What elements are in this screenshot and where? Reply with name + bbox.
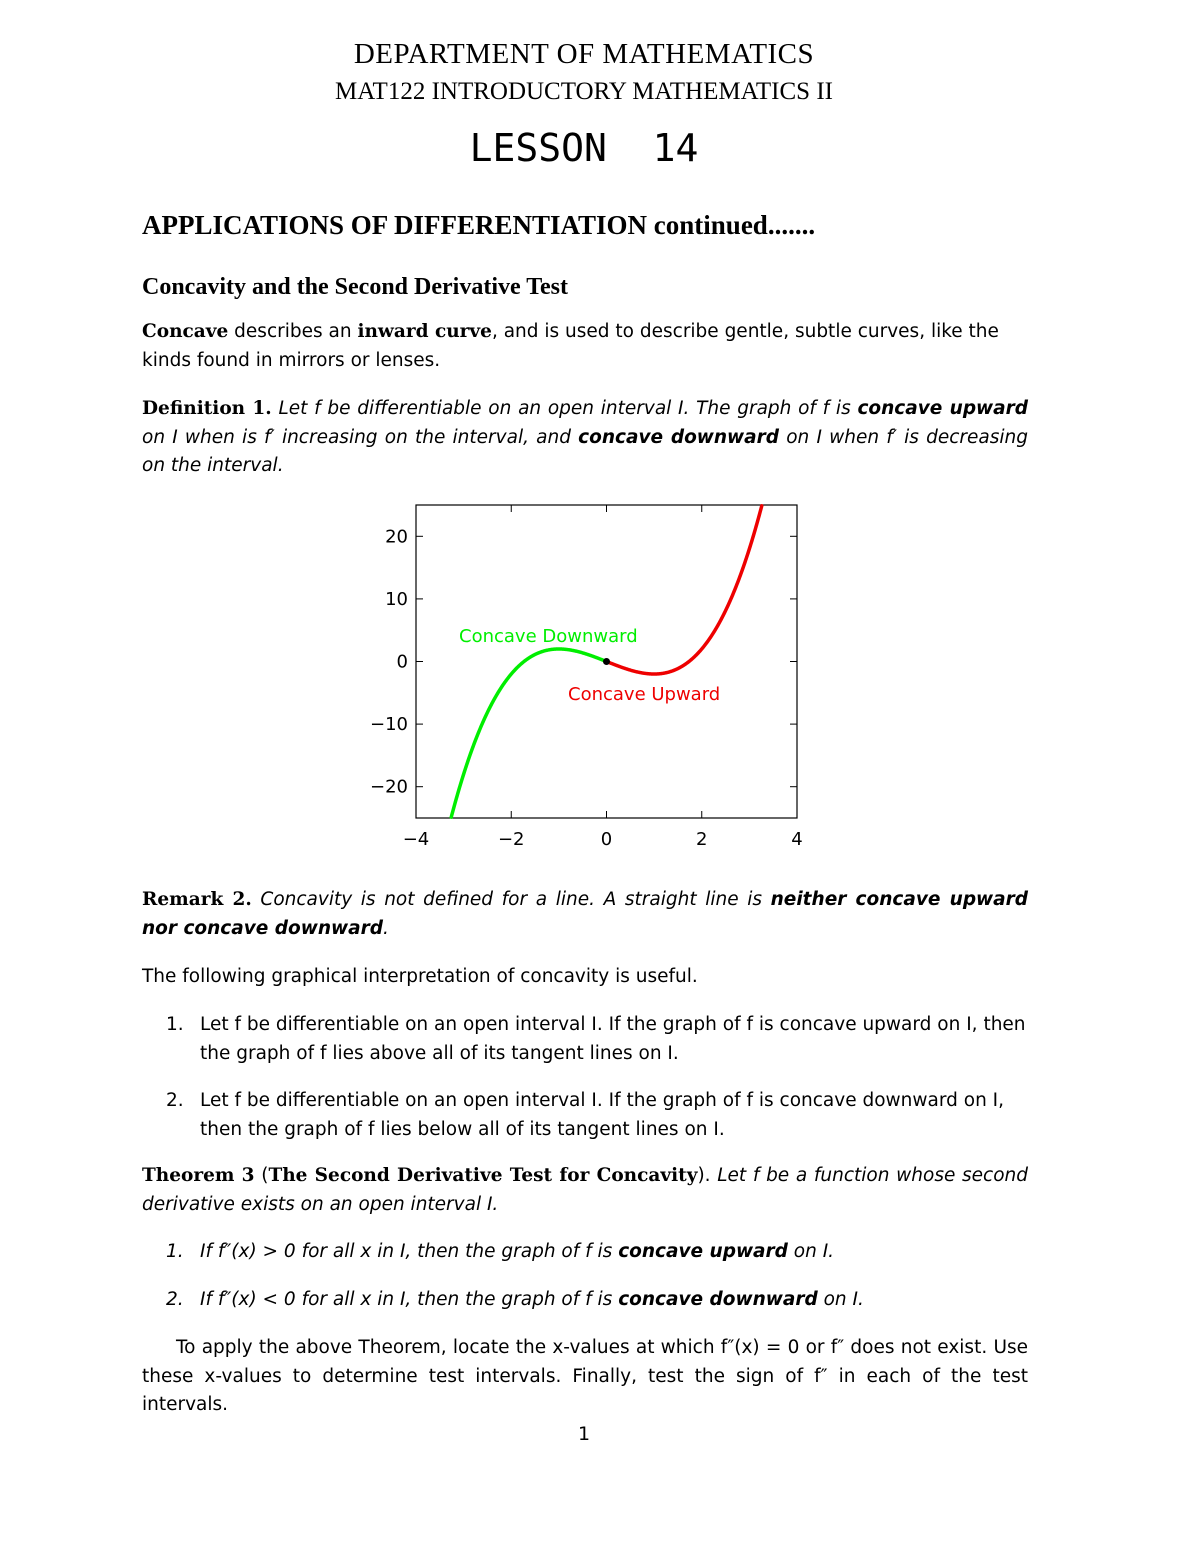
definition-bold-1: concave upward <box>857 398 1029 419</box>
item-text: Let f be differentiable on an open interval I. If the graph of f is concave upward on I, then the graph of f lies above all of its tangent lines on I. <box>200 1014 1026 1064</box>
series-concave-upward <box>607 506 762 674</box>
course-heading: MAT122 INTRODUCTORY MATHEMATICS II <box>335 78 833 105</box>
intro-text-2: , and is used to describe gentle, subtle curves, like the kinds found in mirrors or lenses. <box>142 321 999 371</box>
main-title: APPLICATIONS OF DIFFERENTIATION continued....... <box>142 210 816 240</box>
remark-text-1: Concavity is not defined for a line. A straight line is <box>251 889 771 910</box>
item-marker: 2. <box>166 1289 184 1310</box>
y-tick-label: 0 <box>396 651 408 673</box>
x-tick-label: −4 <box>402 829 430 850</box>
theorem-paren-open: ( <box>254 1165 269 1186</box>
interpretation-intro: The following graphical interpretation of concavity is useful. <box>142 966 698 987</box>
remark-paragraph <box>142 886 1028 943</box>
item-text-2: on I. <box>817 1289 864 1310</box>
item-text: Let f be differentiable on an open interval I. If the graph of f is concave downward on I, then the graph of f lies below all of its tangent lines on I. <box>200 1090 1005 1140</box>
page-number: 1 <box>577 1423 591 1445</box>
theorem-item <box>166 1238 1028 1267</box>
series-label-concave-downward: Concave Downward <box>459 626 638 647</box>
item-marker: 2. <box>166 1090 184 1111</box>
intro-text-1: describes an <box>228 321 358 342</box>
item-text-1: If f″(x) > 0 for all x in I, then the graph of f is <box>200 1241 619 1262</box>
theorem-item <box>166 1286 1028 1315</box>
definition-label: Definition 1. <box>142 398 272 419</box>
theorem-label: Theorem 3 <box>142 1165 255 1186</box>
item-text-1: If f″(x) < 0 for all x in I, then the graph of f is <box>200 1289 619 1310</box>
department-heading: DEPARTMENT OF MATHEMATICS <box>353 38 815 70</box>
series-label-concave-upward: Concave Upward <box>568 684 721 705</box>
item-text-2: on I. <box>787 1241 835 1262</box>
inflection-point <box>603 658 610 665</box>
definition-text-3: on I when f′ is decreasing on the interval. <box>142 426 1029 477</box>
theorem-paragraph <box>142 1162 1028 1219</box>
item-bold: concave upward <box>618 1241 788 1262</box>
remark-label: Remark 2. <box>142 889 252 910</box>
y-tick-label: 10 <box>385 588 408 610</box>
item-bold: concave downward <box>618 1289 818 1310</box>
x-tick-label: 0 <box>600 829 613 850</box>
x-tick-label: 4 <box>791 829 803 850</box>
theorem-text: Let f be a function whose second derivative exists on an open interval I. <box>142 1165 1028 1215</box>
x-tick-label: 2 <box>696 829 708 850</box>
concavity-chart <box>360 495 820 865</box>
item-marker: 1. <box>166 1014 184 1035</box>
definition-text-1: Let f be differentiable on an open interval I. The graph of f is <box>271 398 858 419</box>
definition-bold-2: concave downward <box>578 426 779 448</box>
intro-paragraph <box>142 318 1028 375</box>
apply-paragraph: To apply the above Theorem, locate the x-values at which f″(x) = 0 or f″ does not exist. Use these x-values to determine test intervals. Finally, test the sign of f″ in each of the test intervals. <box>142 1337 1028 1416</box>
y-tick-label: 20 <box>385 526 408 548</box>
theorem-name: The Second Derivative Test for Concavity <box>268 1165 698 1186</box>
lesson-heading: LESSON 14 <box>469 126 699 170</box>
remark-text-2: . <box>382 917 389 939</box>
section-title: Concavity and the Second Derivative Test <box>142 274 568 300</box>
definition-paragraph <box>142 395 1028 481</box>
intro-bold: inward curve <box>357 321 492 342</box>
theorem-paren-close: ). <box>697 1165 711 1186</box>
interpretation-item <box>166 1011 1028 1068</box>
definition-text-2: on I when is f′ increasing on the interval, and <box>142 426 579 448</box>
intro-term: Concave <box>142 321 229 342</box>
interpretation-item <box>166 1087 1028 1144</box>
x-tick-label: −2 <box>497 829 525 850</box>
series-concave-downward <box>451 649 606 817</box>
item-marker: 1. <box>166 1241 184 1262</box>
remark-bold: neither concave upward nor concave downward <box>142 889 1028 939</box>
y-tick-label: −10 <box>370 714 408 736</box>
y-tick-label: −20 <box>370 776 408 798</box>
